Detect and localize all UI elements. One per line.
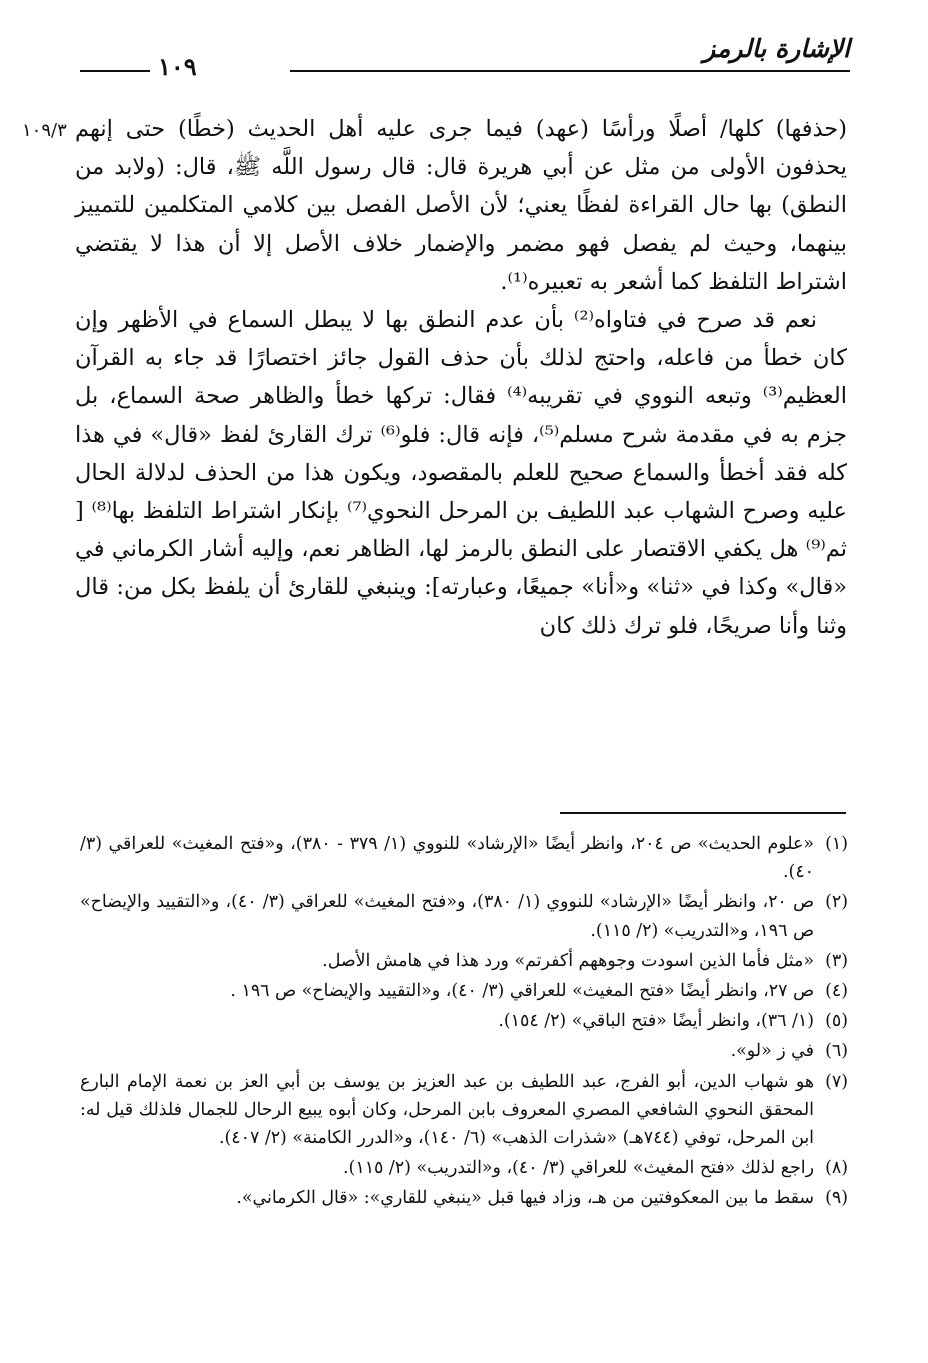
footnote-8: [80, 1154, 848, 1182]
footnote-separator: [560, 812, 846, 814]
header-rule-left: [80, 70, 150, 72]
footnote-text: في ز «لو».: [730, 1041, 814, 1062]
footnote-number: (٦): [825, 1041, 848, 1062]
footnote-number: (٤): [825, 981, 848, 1002]
footnote-number: (١): [825, 834, 848, 854]
footnote-text: «علوم الحديث» ص ٢٠٤، وانظر أيضًا «الإرشاد» للنووي (١/ ٣٧٩ - ٣٨٠)، و«فتح المغيث» للعراقي (٣/ ٤٠).: [80, 834, 814, 883]
header-rule-right: [290, 70, 850, 72]
footnote-number: (٩): [825, 1188, 848, 1209]
footnote-2: [80, 888, 848, 944]
footnote-number: (٣): [825, 950, 848, 971]
paragraph-1: (حذفها) كلها/ أصلًا ورأسًا (عهد) فيما جرى عليه أهل الحديث (خطًا) حتى إنهم يحذفون الأولى من مثل عن أبي هريرة قال: قال رسول اللَّه ﷺ، قال: (ولابد من النطق) بها حال القراءة لفظًا يعني؛ لأن الأصل الفصل بين كلامي المتكلمين للتمييز بينهما، وحيث لم يفصل فهو مضمر والإضمار خلاف الأصل إلا أن هذا لا يقتضي اشتراط التلفظ كما أشعر به تعبيره⁽¹⁾.: [75, 116, 847, 295]
main-text: [75, 110, 847, 645]
footnotes: [80, 830, 848, 1215]
footnote-3: [80, 947, 848, 975]
footnote-text: سقط ما بين المعكوفتين من هـ، وزاد فيها قبل «ينبغي للقاري»: «قال الكرماني».: [236, 1188, 814, 1209]
footnote-1: [80, 830, 848, 886]
footnote-text: «مثل فأما الذين اسودت وجوههم أكفرتم» ورد هذا في هامش الأصل.: [322, 950, 814, 971]
footnote-text: هو شهاب الدين، أبو الفرج، عبد اللطيف بن عبد العزيز بن يوسف بن أبي العز بن نعمة الإمام البارع المحقق النحوي الشافعي المصري المعروف بابن المرحل، وكان أبوه يبيع الرحال للجمال فلذلك قيل له: ابن المرحل، توفي (٧٤٤هـ) «شذرات الذهب» (٦/ ١٤٠)، و«الدرر الكامنة» (٢/ ٤٠٧).: [80, 1071, 814, 1149]
footnote-number: (٧): [825, 1071, 848, 1092]
running-title: الإشارة بالرمز: [703, 34, 850, 63]
footnote-number: (٢): [825, 892, 848, 913]
footnote-number: (٥): [825, 1011, 848, 1032]
margin-reference: ١٠٩/٣: [22, 120, 67, 141]
footnote-7: [80, 1068, 848, 1153]
footnote-6: [80, 1037, 848, 1065]
footnote-4: [80, 977, 848, 1005]
page-number: ١٠٩: [158, 52, 197, 81]
paragraph-2: نعم قد صرح في فتاواه⁽²⁾ بأن عدم النطق بها لا يبطل السماع في الأظهر وإن كان خطأ من فاعله، واحتج لذلك بأن حذف القول جائز اختصارًا قد جاء به القرآن العظيم⁽³⁾ وتبعه النووي في تقريبه⁽⁴⁾ فقال: تركها خطأ والظاهر صحة السماع، بل جزم به في مقدمة شرح مسلم⁽⁵⁾، فإنه قال: فلو⁽⁶⁾ ترك القارئ لفظ «قال» في هذا كله فقد أخطأ والسماع صحيح للعلم بالمقصود، ويكون هذا من الحذف لدلالة الحال عليه وصرح الشهاب عبد اللطيف بن المرحل النحوي⁽⁷⁾ بإنكار اشتراط التلفظ بها⁽⁸⁾ [ ثم⁽⁹⁾ هل يكفي الاقتصار على النطق بالرمز لها، الظاهر نعم، وإليه أشار الكرماني في «قال» وكذا في «ثنا» و«أنا» جميعًا، وعبارته]: وينبغي للقارئ أن يلفظ بكل من: قال وثنا وأنا صريحًا، فلو ترك ذلك كان: [75, 307, 847, 639]
footnote-text: (١/ ٣٦)، وانظر أيضًا «فتح الباقي» (٢/ ١٥٤).: [498, 1011, 814, 1032]
footnote-9: [80, 1184, 848, 1212]
footnote-text: ص ٢٠، وانظر أيضًا «الإرشاد» للنووي (١/ ٣٨٠)، و«فتح المغيث» للعراقي (٣/ ٤٠)، و«التقييد والإيضاح» ص ١٩٦، و«التدريب» (٢/ ١١٥).: [80, 892, 814, 941]
footnote-5: [80, 1007, 848, 1035]
footnote-text: ص ٢٧، وانظر أيضًا «فتح المغيث» للعراقي (٣/ ٤٠)، و«التقييد والإيضاح» ص ١٩٦ .: [230, 981, 814, 1002]
footnote-text: راجع لذلك «فتح المغيث» للعراقي (٣/ ٤٠)، و«التدريب» (٢/ ١١٥).: [343, 1158, 814, 1179]
page-header: [80, 30, 850, 80]
footnote-number: (٨): [825, 1158, 848, 1179]
